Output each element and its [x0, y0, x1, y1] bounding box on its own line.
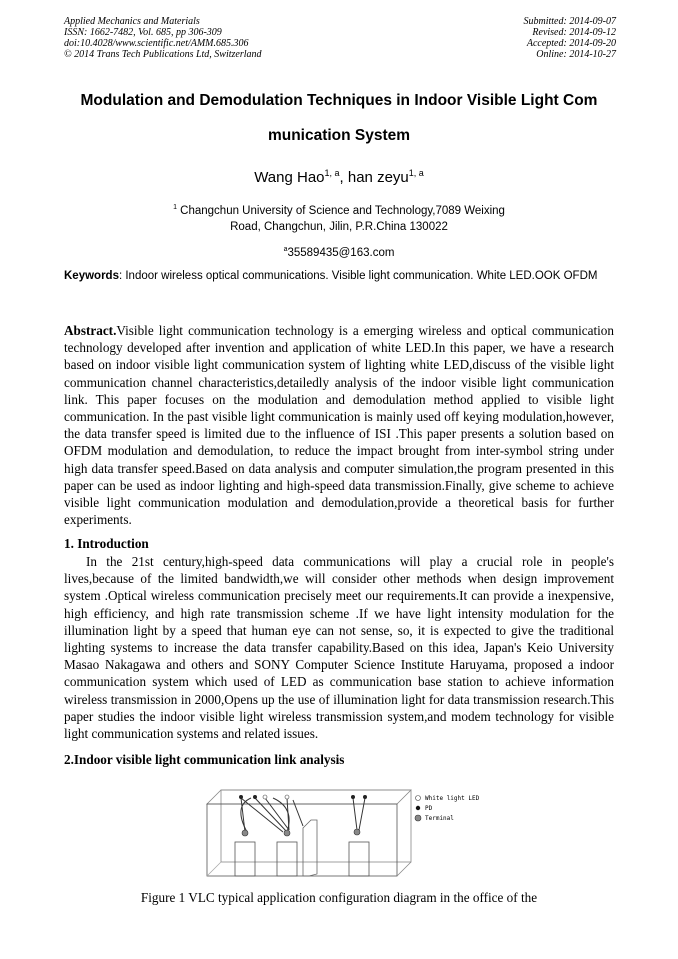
figure-caption: Figure 1 VLC typical application configuration diagram in the office of the [140, 890, 538, 905]
led-icon [363, 795, 367, 799]
terminal-icon [354, 829, 360, 835]
pd-legend-icon [416, 806, 420, 810]
affiliation-line1 [0, 204, 678, 217]
terminal-icon [284, 830, 290, 836]
paper-title-line1: Modulation and Demodulation Techniques in Indoor Visible Light Com [80, 92, 598, 109]
partition-wall [303, 820, 317, 876]
desk [349, 842, 369, 876]
legend-label-white-led: White light LED [425, 795, 480, 802]
terminal-legend-icon [415, 815, 421, 821]
room-front [207, 804, 397, 876]
legend-label-pd: PD [425, 805, 433, 812]
keywords [64, 268, 616, 285]
date-accepted: Accepted: 2014-09-20 [526, 38, 616, 49]
email-text: 35589435@163.com [287, 246, 395, 259]
legend-label-terminal: Terminal [425, 815, 454, 822]
introduction-paragraph: In the 21st century,high-speed data communications will play a crucial role in people's lives,because of the limited bandwidth,we will consider other methods when design improvement system .Optical wireless communication precisely meet our requirements.It can provide a inexpensive, high efficiency, and high rate transmission scheme .If we have light intensity modulation for the illumination light by a speed that human eye can not sense, so, it is expected to give the traditional lighting systems to increase the data transfer capability.Based on this idea, Japan's Keio University Masao Nakagawa and others and SONY Computer Science Institute Haruyama, proposed a indoor communication system which used of LED as communication base station to achieve information wireless transmission in 2000,Opens up the use of illumination light for data transmission research.This paper studies the indoor visible light wireless transmission system,and modem technology for visible light communication systems and related issues. [64, 554, 614, 742]
vlc-office-diagram [203, 786, 485, 880]
author-email [0, 246, 678, 259]
abstract-label: Abstract. [64, 323, 117, 338]
room-floor [207, 790, 411, 804]
abstract-text: Visible light communication technology is a emerging wireless and optical communication technology developed after invention and application of white LED.In this paper, we have a research based on indoor visible light communication system of lighting white LED,discuss of the visible light communication channel characteristics,detailedly analysis of the indoor visible light communication link. This paper focuses on the modulation and demodulation method applied to visible light communication. In the past visible light communication is mainly used off keying modulation,however, the data transfer speed is limited due to the influence of ISI .This paper presents a solution based on OFDM modulation and demodulation, to reduce the impact brought from inter-symbol string under high data transfer speed.Based on data analysis and computer simulation,the program presented in this paper can be used as indoor lighting and high-speed data transmission.Finally, give scheme to achieve visible light communication modulation and demodulation,provide a theoretical basis for further experiments. [64, 323, 614, 528]
journal-doi: doi:10.4028/www.scientific.net/AMM.685.306 [64, 38, 249, 49]
email-mark: a [283, 246, 288, 253]
room-back-wall [221, 790, 411, 862]
author-name: Wang Hao [254, 169, 325, 186]
led-icon [351, 795, 355, 799]
publication-dates [524, 16, 617, 60]
journal-copyright: © 2014 Trans Tech Publications Ltd, Switzerland [64, 49, 262, 60]
keywords-text: : Indoor wireless optical communications. Visible light communication. White LED.OOK OFDM [118, 270, 598, 282]
author-affiliation-mark: 1, a [324, 168, 340, 178]
keywords-label: Keywords [64, 270, 119, 282]
affiliation-line2: Road, Changchun, Jilin, P.R.China 130022 [230, 221, 448, 233]
author-affiliation-mark: 1, a [408, 168, 424, 178]
desk [277, 842, 297, 876]
affiliation-text: Changchun University of Science and Technology,7089 Weixing [176, 204, 505, 217]
led-icon [285, 795, 289, 799]
desk [235, 842, 255, 876]
author-separator: , [339, 169, 348, 186]
author-list [0, 168, 678, 186]
journal-info [64, 16, 262, 60]
figure-legend [415, 795, 480, 822]
journal-name: Applied Mechanics and Materials [64, 16, 200, 27]
led-icon [253, 795, 257, 799]
led-icon [239, 795, 243, 799]
date-submitted: Submitted: 2014-09-07 [523, 16, 616, 27]
journal-issn: ISSN: 1662-7482, Vol. 685, pp 306-309 [64, 27, 222, 38]
date-revised: Revised: 2014-09-12 [532, 27, 616, 38]
abstract [64, 322, 614, 528]
affiliation-mark: 1 [173, 204, 177, 211]
section-heading-introduction: 1. Introduction [64, 536, 149, 551]
section-heading-link-analysis: 2.Indoor visible light communication link analysis [64, 752, 345, 767]
author-name: han zeyu [347, 169, 409, 186]
paper-title-line2: munication System [267, 127, 411, 144]
date-online: Online: 2014-10-27 [536, 49, 616, 60]
terminal-icon [242, 830, 248, 836]
white-led-legend-icon [416, 796, 421, 801]
led-icon [263, 795, 267, 799]
